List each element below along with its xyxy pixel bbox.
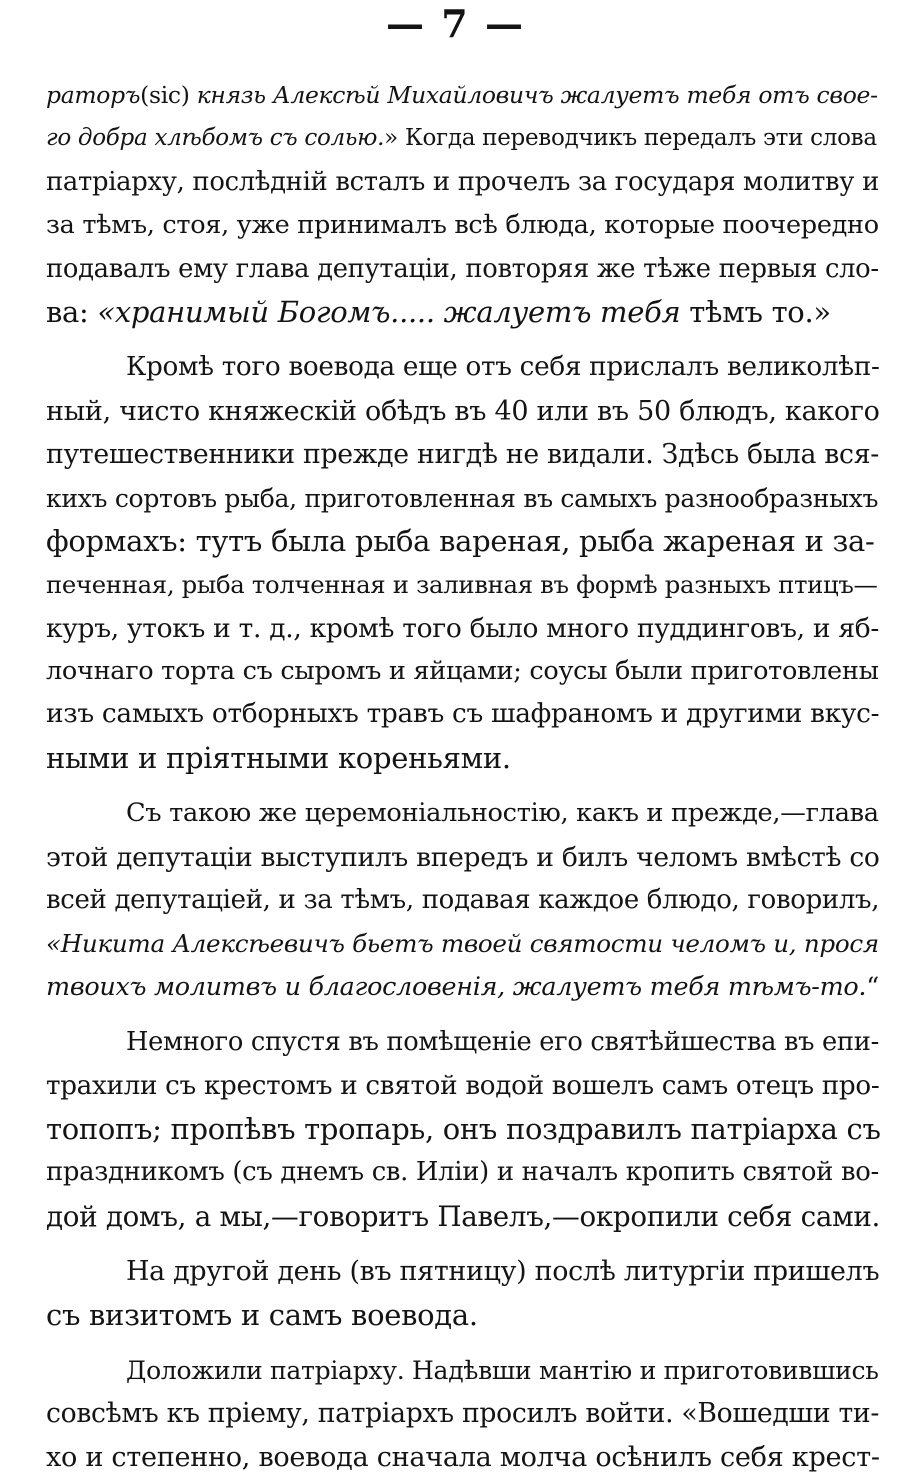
italic-text: твоихъ молитвъ и благословенія, жалуетъ тебя тѣмъ-то.	[46, 971, 867, 1002]
text-line	[46, 922, 881, 965]
text-segment: ными и пріятными кореньями.	[46, 740, 511, 775]
text-segment: “	[866, 971, 879, 1002]
paragraph	[46, 346, 881, 780]
text-segment: Немного спустя въ помѣщеніе его святѣйшества въ епи-	[126, 1027, 879, 1058]
text-segment: печенная, рыба толченная и заливная въ формѣ разныхъ птицъ—	[46, 570, 878, 600]
text-segment: хо и степенно, воевода сначала молча осѣнилъ себя крест-	[46, 1441, 880, 1473]
paragraph	[46, 1349, 881, 1479]
text-segment: кихъ сортовъ рыба, приготовленная въ самыхъ разнообразныхъ	[46, 483, 879, 513]
text-segment: съ визитомъ и самъ воевода.	[46, 1297, 478, 1332]
text-segment: за тѣмъ, стоя, уже принималъ всѣ блюда, которые поочередно	[46, 210, 879, 241]
italic-text: «хранимый Богомъ..... жалуетъ тебя	[97, 294, 681, 329]
text-segment: всей депутаціей, и за тѣмъ, подавая каждое блюдо, говорилъ,	[46, 885, 880, 916]
text-segment: Кромѣ того воевода еще отъ себя прислалъ великолѣп-	[126, 352, 880, 383]
paragraph	[46, 74, 881, 334]
text-segment: совсѣмъ къ пріему, патріархъ просилъ войти. «Вошедши ти-	[46, 1398, 880, 1430]
text-line	[46, 1294, 881, 1337]
text-line	[46, 650, 881, 693]
text-line	[46, 836, 881, 879]
text-line	[46, 1195, 881, 1238]
text-line	[46, 346, 881, 389]
text-line	[46, 1250, 881, 1293]
text-segment: тѣмъ то.»	[680, 294, 831, 329]
text-line	[46, 1349, 881, 1392]
text-segment: дой домъ, а мы,—говоритъ Павелъ,—окропили себя сами.	[46, 1199, 881, 1233]
text-segment: На другой день (въ пятницу) послѣ литургіи пришелъ	[126, 1256, 880, 1288]
text-segment: » Когда переводчикъ передалъ эти слова	[384, 125, 877, 152]
text-line	[46, 248, 881, 291]
text-segment: патріарху, послѣдній всталъ и прочелъ за государя молитву и	[46, 166, 879, 197]
text-segment: этой депутаціи выступилъ впередъ и билъ челомъ вмѣстѣ со	[46, 841, 880, 873]
text-line	[46, 74, 881, 117]
text-segment: праздникомъ (съ днемъ св. Иліи) и началъ кропить святой во-	[46, 1157, 879, 1188]
text-segment: Доложили патріарху. Надѣвши мантію и приготовившись	[126, 1355, 879, 1385]
text-segment: трахили съ крестомъ и святой водой вошелъ самъ отецъ про-	[46, 1070, 880, 1101]
text-segment: Съ такою же церемоніальностію, какъ и прежде,—глава	[126, 798, 879, 829]
text-segment: ный, чисто княжескій обѣдъ въ 40 или въ 50 блюдъ, какого	[46, 395, 880, 427]
text-segment: формахъ: тутъ была рыба вареная, рыба жареная и за-	[46, 523, 875, 558]
text-segment: топопъ; пропѣвъ тропарь, онъ поздравилъ патріарха съ	[46, 1111, 881, 1146]
text-line	[46, 879, 881, 922]
text-segment: ва:	[46, 294, 98, 329]
paragraph-gap	[46, 1337, 881, 1349]
text-line	[46, 1065, 881, 1108]
text-line	[46, 1436, 881, 1479]
italic-text: «Никита Алексѣевичъ бьетъ твоей святости челомъ и, прося	[46, 929, 879, 959]
text-line	[46, 520, 881, 563]
text-line	[46, 161, 881, 204]
text-line	[46, 1108, 881, 1151]
body-text	[46, 74, 881, 1479]
paragraph-gap	[46, 780, 881, 792]
text-line	[46, 1151, 881, 1194]
text-line	[46, 966, 881, 1009]
text-line	[46, 477, 881, 520]
paragraph	[46, 1021, 881, 1238]
text-segment: лочнаго торта съ сыромъ и яйцами; соусы были приготовлены	[46, 656, 879, 687]
paragraph	[46, 792, 881, 1009]
text-line	[46, 607, 881, 650]
text-line	[46, 1392, 881, 1435]
text-line	[46, 117, 881, 160]
page-number: — 7 —	[386, 1, 525, 46]
text-segment: изъ самыхъ отборныхъ травъ съ шафраномъ и другими вкус-	[46, 699, 880, 730]
text-segment: подавалъ ему глава депутаціи, повторяя же тѣже первыя сло-	[46, 253, 879, 284]
text-line	[46, 693, 881, 736]
text-line	[46, 737, 881, 780]
text-line	[46, 563, 881, 606]
text-segment: (sic)	[140, 81, 197, 109]
text-line	[46, 1021, 881, 1064]
text-line	[46, 433, 881, 476]
paragraph-gap	[46, 334, 881, 346]
text-line	[46, 204, 881, 247]
text-segment: путешественники прежде нигдѣ не видали. Здѣсь была вся-	[46, 439, 879, 471]
italic-text: князь Алексѣй Михайловичъ жалуетъ тебя отъ свое-	[196, 81, 878, 109]
text-line	[46, 390, 881, 433]
italic-text: го добра хлѣбомъ съ солью.	[46, 125, 385, 152]
text-line	[46, 291, 881, 334]
text-segment: куръ, утокъ и т. д., кромѣ того было много пуддинговъ, и яб-	[46, 612, 880, 644]
text-line	[46, 792, 881, 835]
italic-text: раторъ	[46, 81, 141, 109]
paragraph	[46, 1250, 881, 1337]
paragraph-gap	[46, 1238, 881, 1250]
paragraph-gap	[46, 1009, 881, 1021]
